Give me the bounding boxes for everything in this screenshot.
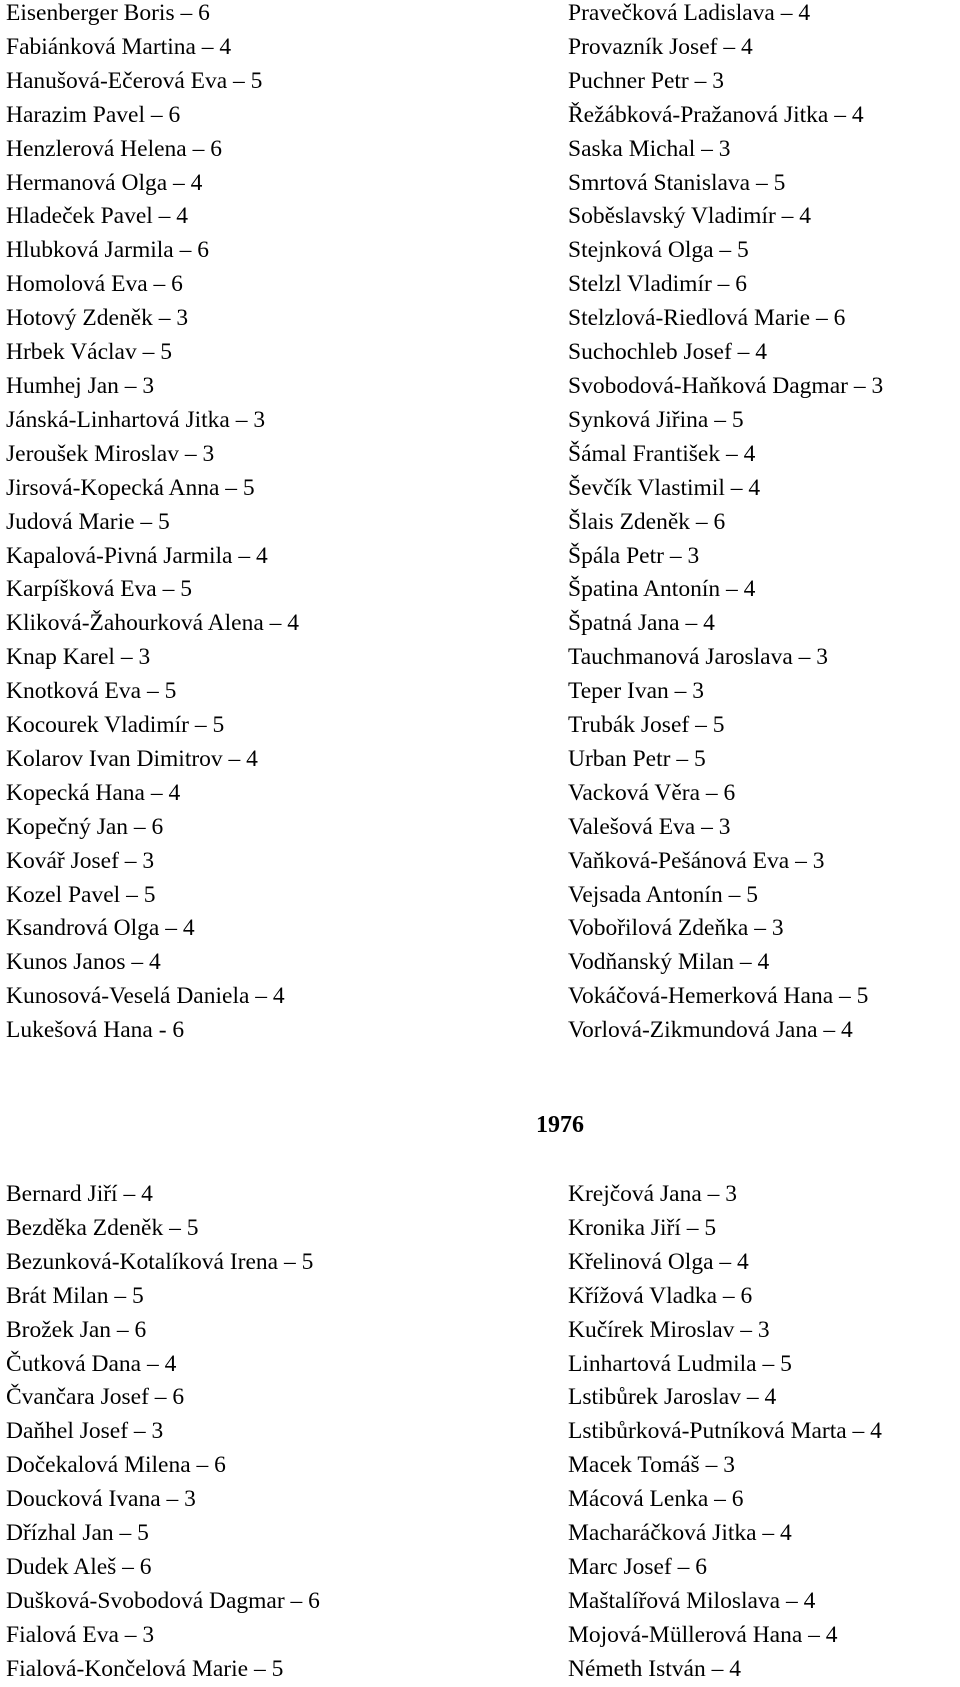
name-entry: Pravečková Ladislava – 4 bbox=[568, 0, 811, 26]
name-entry: Dudek Aleš – 6 bbox=[6, 1553, 152, 1580]
name-entry: Henzlerová Helena – 6 bbox=[6, 135, 222, 162]
name-entry: Maštalířová Miloslava – 4 bbox=[568, 1587, 816, 1614]
name-entry: Křelinová Olga – 4 bbox=[568, 1248, 749, 1275]
name-entry: Judová Marie – 5 bbox=[6, 508, 170, 535]
name-entry: Teper Ivan – 3 bbox=[568, 678, 705, 705]
name-entry: Németh István – 4 bbox=[568, 1655, 741, 1682]
name-entry: Kolarov Ivan Dimitrov – 4 bbox=[6, 745, 258, 772]
name-entry: Stelzl Vladimír – 6 bbox=[568, 271, 748, 298]
name-entry: Kučírek Miroslav – 3 bbox=[568, 1316, 770, 1343]
name-entry: Bezděka Zdeněk – 5 bbox=[6, 1214, 199, 1241]
name-entry: Špatina Antonín – 4 bbox=[568, 576, 756, 603]
name-entry: Kopečný Jan – 6 bbox=[6, 813, 164, 840]
name-entry: Synková Jiřina – 5 bbox=[568, 406, 744, 433]
name-entry: Knap Karel – 3 bbox=[6, 644, 151, 671]
name-entry: Linhartová Ludmila – 5 bbox=[568, 1350, 792, 1377]
name-entry: Doucková Ivana – 3 bbox=[6, 1486, 196, 1513]
name-entry: Homolová Eva – 6 bbox=[6, 271, 183, 298]
name-entry: Kocourek Vladimír – 5 bbox=[6, 712, 225, 739]
name-entry: Ševčík Vlastimil – 4 bbox=[568, 474, 761, 501]
name-entry: Marc Josef – 6 bbox=[568, 1553, 708, 1580]
name-entry: Vorlová-Zikmundová Jana – 4 bbox=[568, 1017, 853, 1044]
name-entry: Lstibůrek Jaroslav – 4 bbox=[568, 1384, 777, 1411]
name-entry: Knotková Eva – 5 bbox=[6, 678, 177, 705]
names-list-right bbox=[568, 0, 883, 1048]
name-entry: Urban Petr – 5 bbox=[568, 745, 706, 772]
name-entry: Lstibůrková-Putníková Marta – 4 bbox=[568, 1418, 882, 1445]
name-entry: Brožek Jan – 6 bbox=[6, 1316, 147, 1343]
name-entry: Daňhel Josef – 3 bbox=[6, 1418, 164, 1445]
name-entry: Dušková-Svobodová Dagmar – 6 bbox=[6, 1587, 320, 1614]
name-entry: Saska Michal – 3 bbox=[568, 135, 731, 162]
name-entry: Lukešová Hana - 6 bbox=[6, 1017, 185, 1044]
name-entry: Kozel Pavel – 5 bbox=[6, 881, 156, 908]
name-entry: Vodňanský Milan – 4 bbox=[568, 949, 770, 976]
names-list-left-1976 bbox=[6, 1178, 320, 1687]
name-entry: Humhej Jan – 3 bbox=[6, 372, 155, 399]
name-entry: Mácová Lenka – 6 bbox=[568, 1486, 744, 1513]
name-entry: Valešová Eva – 3 bbox=[568, 813, 731, 840]
name-entry: Svobodová-Haňková Dagmar – 3 bbox=[568, 372, 884, 399]
names-list-right-1976 bbox=[568, 1178, 882, 1687]
name-entry: Kapalová-Pivná Jarmila – 4 bbox=[6, 542, 268, 569]
name-entry: Dřízhal Jan – 5 bbox=[6, 1520, 149, 1547]
name-entry: Kunos Janos – 4 bbox=[6, 949, 161, 976]
name-entry: Mojová-Müllerová Hana – 4 bbox=[568, 1621, 838, 1648]
name-entry: Kopecká Hana – 4 bbox=[6, 779, 181, 806]
name-entry: Hotový Zdeněk – 3 bbox=[6, 305, 189, 332]
name-entry: Stelzlová-Riedlová Marie – 6 bbox=[568, 305, 846, 332]
name-entry: Smrtová Stanislava – 5 bbox=[568, 169, 786, 196]
name-entry: Špatná Jana – 4 bbox=[568, 610, 715, 637]
name-entry: Fialová-Končelová Marie – 5 bbox=[6, 1655, 284, 1682]
name-entry: Vobořilová Zdeňka – 3 bbox=[568, 915, 784, 942]
year-heading: 1976 bbox=[536, 1112, 584, 1138]
name-entry: Fabiánková Martina – 4 bbox=[6, 33, 232, 60]
name-entry: Macek Tomáš – 3 bbox=[568, 1452, 735, 1479]
name-entry: Vaňková-Pešánová Eva – 3 bbox=[568, 847, 825, 874]
name-entry: Vokáčová-Hemerková Hana – 5 bbox=[568, 983, 869, 1010]
name-entry: Kovář Josef – 3 bbox=[6, 847, 155, 874]
name-entry: Brát Milan – 5 bbox=[6, 1282, 144, 1309]
name-entry: Řežábková-Pražanová Jitka – 4 bbox=[568, 101, 864, 128]
name-entry: Hanušová-Ečerová Eva – 5 bbox=[6, 67, 263, 94]
name-entry: Soběslavský Vladimír – 4 bbox=[568, 203, 812, 230]
name-entry: Hrbek Václav – 5 bbox=[6, 339, 172, 366]
name-entry: Stejnková Olga – 5 bbox=[568, 237, 749, 264]
name-entry: Trubák Josef – 5 bbox=[568, 712, 725, 739]
name-entry: Vacková Věra – 6 bbox=[568, 779, 736, 806]
name-entry: Kunosová-Veselá Daniela – 4 bbox=[6, 983, 285, 1010]
name-entry: Karpíšková Eva – 5 bbox=[6, 576, 192, 603]
name-entry: Suchochleb Josef – 4 bbox=[568, 339, 768, 366]
name-entry: Čutková Dana – 4 bbox=[6, 1350, 177, 1377]
name-entry: Šlais Zdeněk – 6 bbox=[568, 508, 726, 535]
name-entry: Hlubková Jarmila – 6 bbox=[6, 237, 209, 264]
name-entry: Macharáčková Jitka – 4 bbox=[568, 1520, 792, 1547]
name-entry: Fialová Eva – 3 bbox=[6, 1621, 155, 1648]
name-entry: Tauchmanová Jaroslava – 3 bbox=[568, 644, 829, 671]
names-list-left bbox=[6, 0, 299, 1048]
name-entry: Jirsová-Kopecká Anna – 5 bbox=[6, 474, 255, 501]
name-entry: Bernard Jiří – 4 bbox=[6, 1181, 153, 1207]
name-entry: Hladeček Pavel – 4 bbox=[6, 203, 189, 230]
name-entry: Šámal František – 4 bbox=[568, 440, 756, 467]
name-entry: Puchner Petr – 3 bbox=[568, 67, 724, 94]
name-entry: Eisenberger Boris – 6 bbox=[6, 0, 210, 26]
name-entry: Kronika Jiří – 5 bbox=[568, 1214, 717, 1241]
name-entry: Čvančara Josef – 6 bbox=[6, 1384, 185, 1411]
name-entry: Provazník Josef – 4 bbox=[568, 33, 753, 60]
name-entry: Křížová Vladka – 6 bbox=[568, 1282, 753, 1309]
name-entry: Bezunková-Kotalíková Irena – 5 bbox=[6, 1248, 314, 1275]
name-entry: Špála Petr – 3 bbox=[568, 542, 700, 569]
name-entry: Vejsada Antonín – 5 bbox=[568, 881, 758, 908]
name-entry: Hermanová Olga – 4 bbox=[6, 169, 203, 196]
name-entry: Jeroušek Miroslav – 3 bbox=[6, 440, 215, 467]
name-entry: Kliková-Žahourková Alena – 4 bbox=[6, 610, 300, 637]
name-entry: Dočekalová Milena – 6 bbox=[6, 1452, 226, 1479]
name-entry: Krejčová Jana – 3 bbox=[568, 1181, 737, 1207]
name-entry: Ksandrová Olga – 4 bbox=[6, 915, 195, 942]
name-entry: Jánská-Linhartová Jitka – 3 bbox=[6, 406, 266, 433]
name-entry: Harazim Pavel – 6 bbox=[6, 101, 181, 128]
